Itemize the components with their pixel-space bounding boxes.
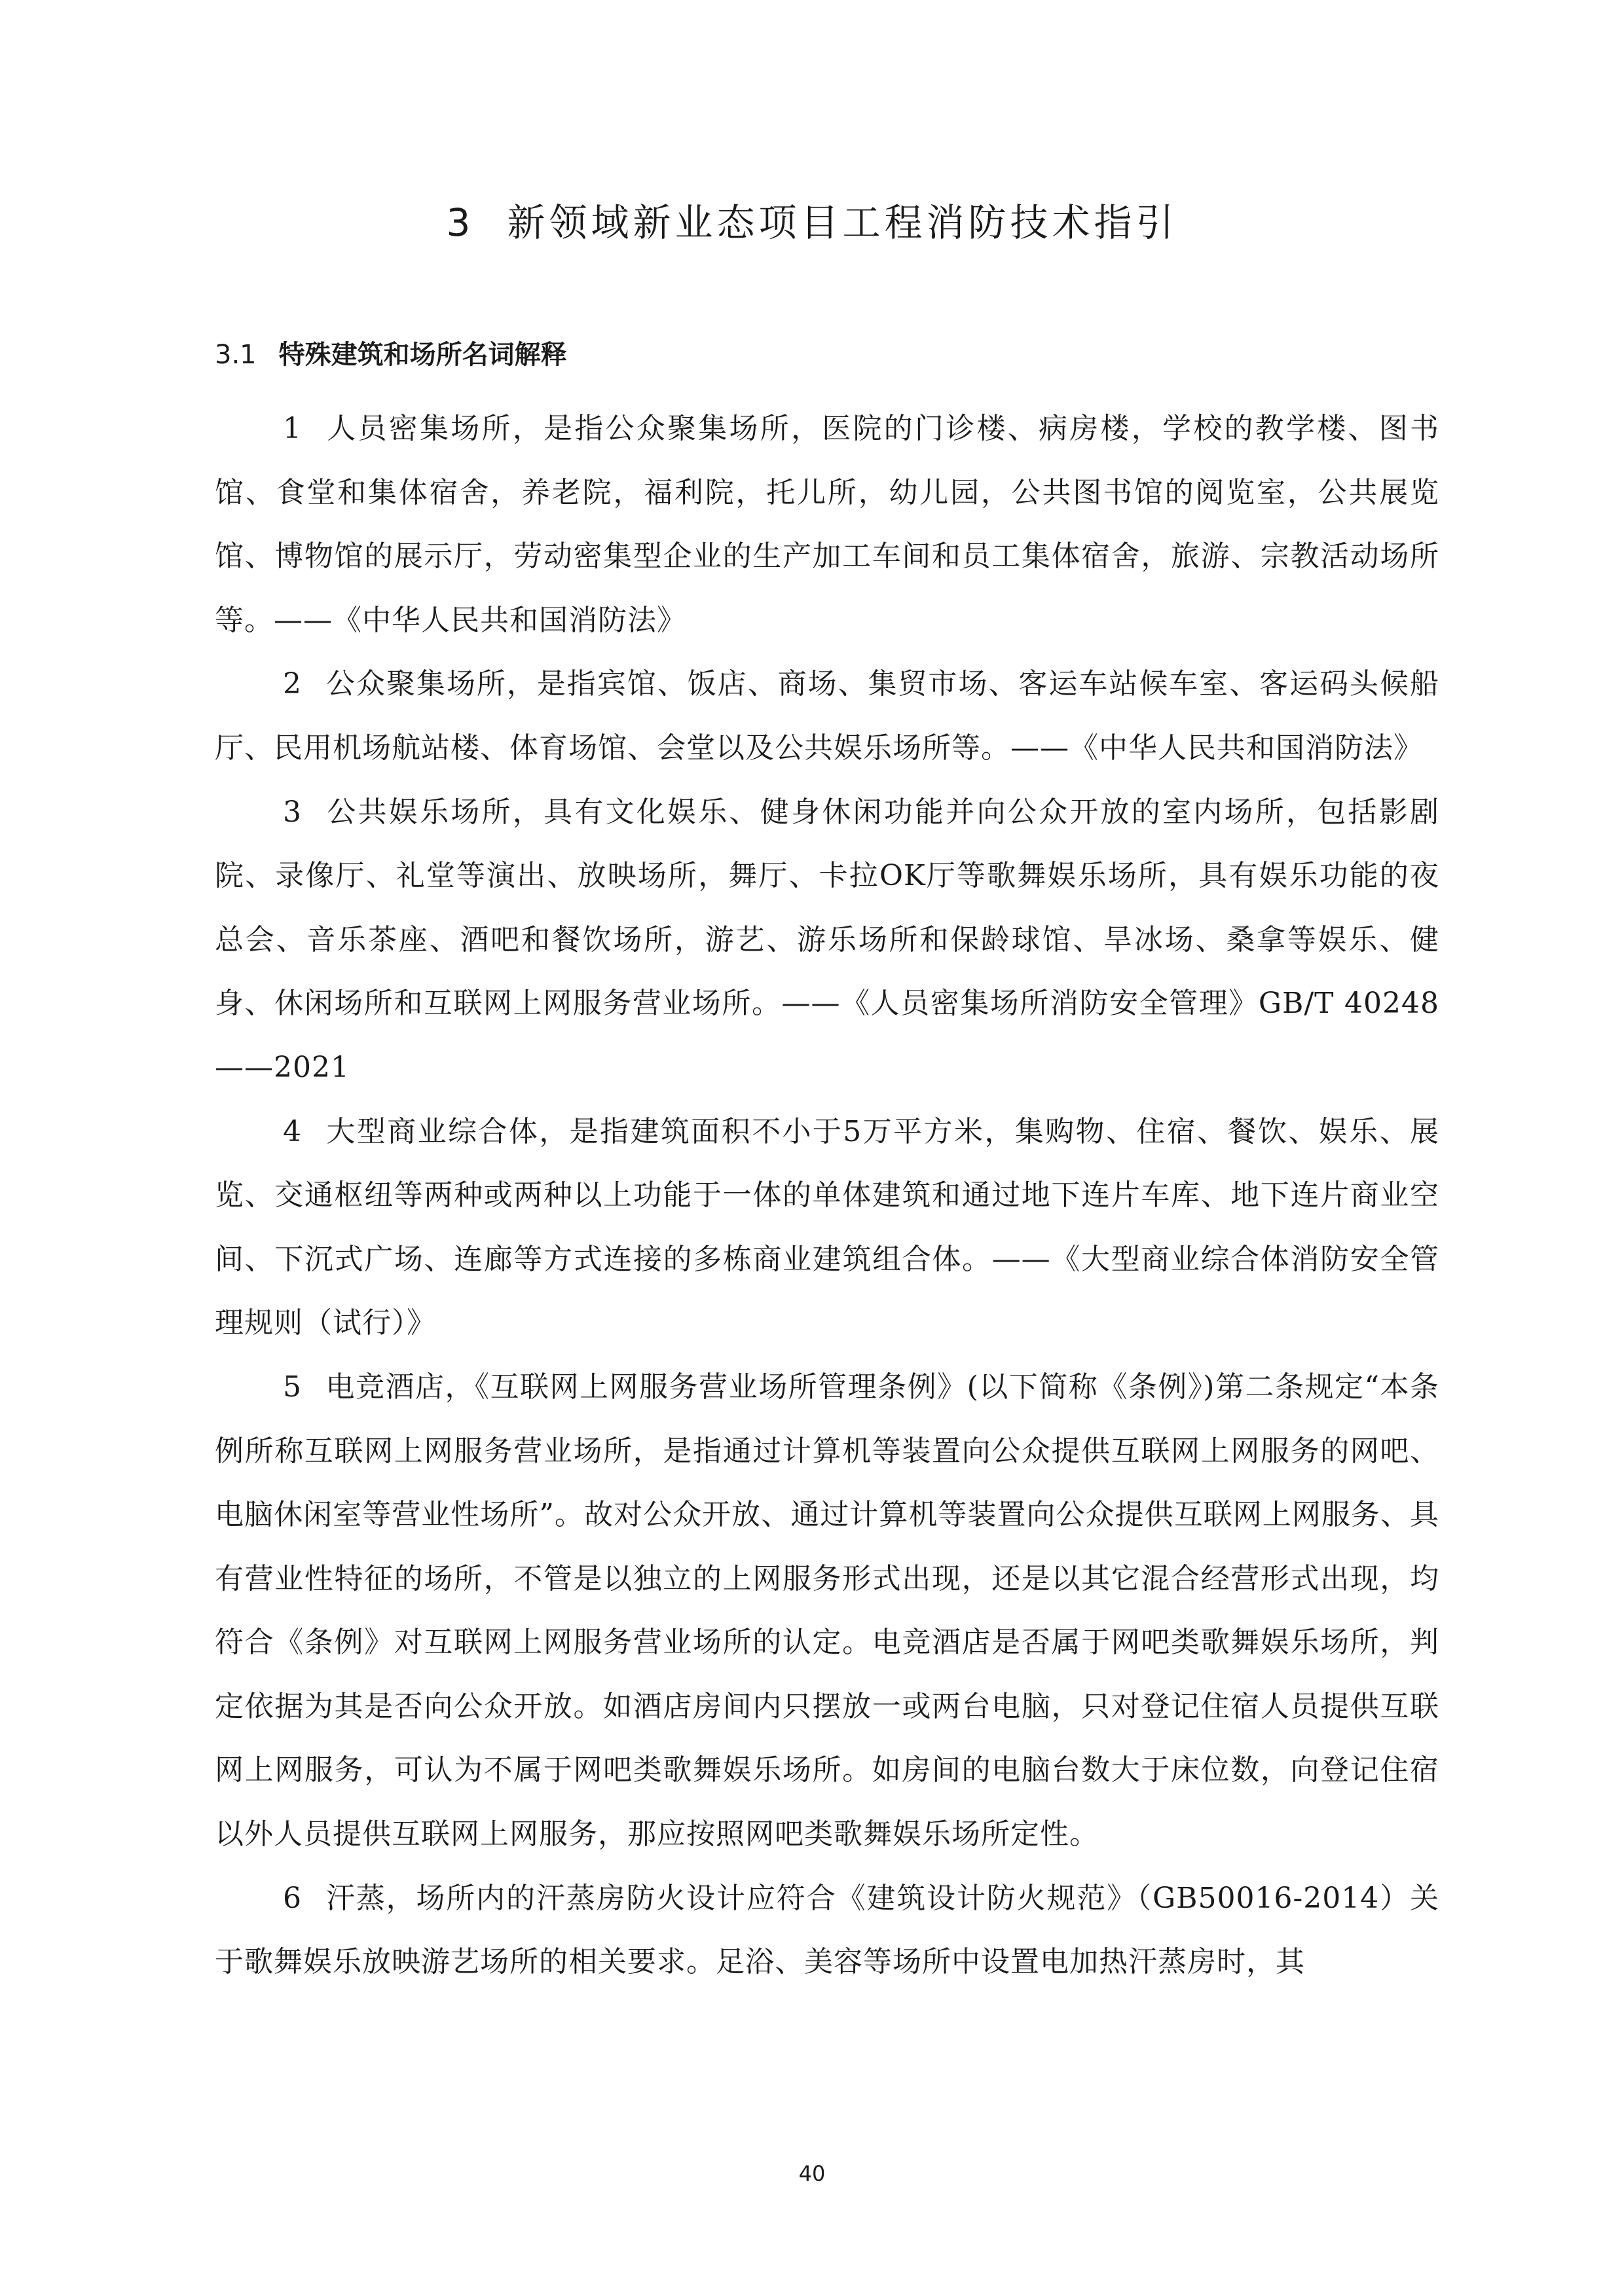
paragraph-text: 公众聚集场所，是指宾馆、饭店、商场、集贸市场、客运车站候车室、客运码头候船厅、民用机场航站楼、体育场馆、会堂以及公共娱乐场所等。——《中华人民共和国消防法》 (215, 667, 1439, 765)
paragraph-2 (215, 652, 1439, 780)
paragraph-number: 4 (283, 1114, 302, 1148)
chapter-number: 3 (446, 200, 475, 245)
paragraph-number: 6 (283, 1881, 302, 1915)
paragraph-5 (215, 1355, 1439, 1867)
page-number: 40 (798, 2161, 826, 2186)
paragraph-text: 大型商业综合体，是指建筑面积不小于5万平方米，集购物、住宿、餐饮、娱乐、展览、交通枢纽等两种或两种以上功能于一体的单体建筑和通过地下连片车库、地下连片商业空间、下沉式广场、连廊等方式连接的多栋商业建筑组合体。——《大型商业综合体消防安全管理规则（试行）》 (215, 1114, 1439, 1340)
paragraph-number: 3 (283, 795, 302, 829)
body-text (215, 397, 1439, 1994)
paragraph-number: 1 (283, 412, 302, 445)
chapter-title-text: 新领域新业态项目工程消防技术指引 (507, 200, 1178, 245)
paragraph-3 (215, 780, 1439, 1100)
section-number: 3.1 (215, 340, 257, 370)
paragraph-4 (215, 1100, 1439, 1355)
paragraph-text: 公共娱乐场所，具有文化娱乐、健身休闲功能并向公众开放的室内场所，包括影剧院、录像厅、礼堂等演出、放映场所，舞厅、卡拉OK厅等歌舞娱乐场所，具有娱乐功能的夜总会、音乐茶座、酒吧和餐饮场所，游艺、游乐场所和保龄球馆、旱冰场、桑拿等娱乐、健身、休闲场所和互联网上网服务营业场所。——《人员密集场所消防安全管理》GB/T 40248——2021 (215, 795, 1439, 1084)
paragraph-text: 汗蒸，场所内的汗蒸房防火设计应符合《建筑设计防火规范》（GB50016-2014）关于歌舞娱乐放映游艺场所的相关要求。足浴、美容等场所中设置电加热汗蒸房时，其 (215, 1881, 1439, 1979)
section-title (215, 335, 567, 374)
paragraph-number: 2 (283, 667, 302, 701)
paragraph-text: 电竞酒店，《互联网上网服务营业场所管理条例》(以下简称《条例》)第二条规定“本条例所称互联网上网服务营业场所，是指通过计算机等装置向公众提供互联网上网服务的网吧、电脑休闲室等营业性场所”。故对公众开放、通过计算机等装置向公众提供互联网上网服务、具有营业性特征的场所，不管是以独立的上网服务形式出现，还是以其它混合经营形式出现，均符合《条例》对互联网上网服务营业场所的认定。电竞酒店是否属于网吧类歌舞娱乐场所，判定依据为其是否向公众开放。如酒店房间内只摆放一或两台电脑，只对登记住宿人员提供互联网上网服务，可认为不属于网吧类歌舞娱乐场所。如房间的电脑台数大于床位数，向登记住宿以外人员提供互联网上网服务，那应按照网吧类歌舞娱乐场所定性。 (215, 1370, 1439, 1851)
paragraph-number: 5 (283, 1370, 302, 1404)
paragraph-1 (215, 397, 1439, 652)
chapter-title (0, 196, 1624, 249)
paragraph-text: 人员密集场所，是指公众聚集场所，医院的门诊楼、病房楼，学校的教学楼、图书馆、食堂和集体宿舍，养老院，福利院，托儿所，幼儿园，公共图书馆的阅览室，公共展览馆、博物馆的展示厅，劳动密集型企业的生产加工车间和员工集体宿舍，旅游、宗教活动场所等。——《中华人民共和国消防法》 (215, 412, 1439, 637)
section-title-text: 特殊建筑和场所名词解释 (278, 340, 567, 370)
paragraph-6 (215, 1867, 1439, 1994)
